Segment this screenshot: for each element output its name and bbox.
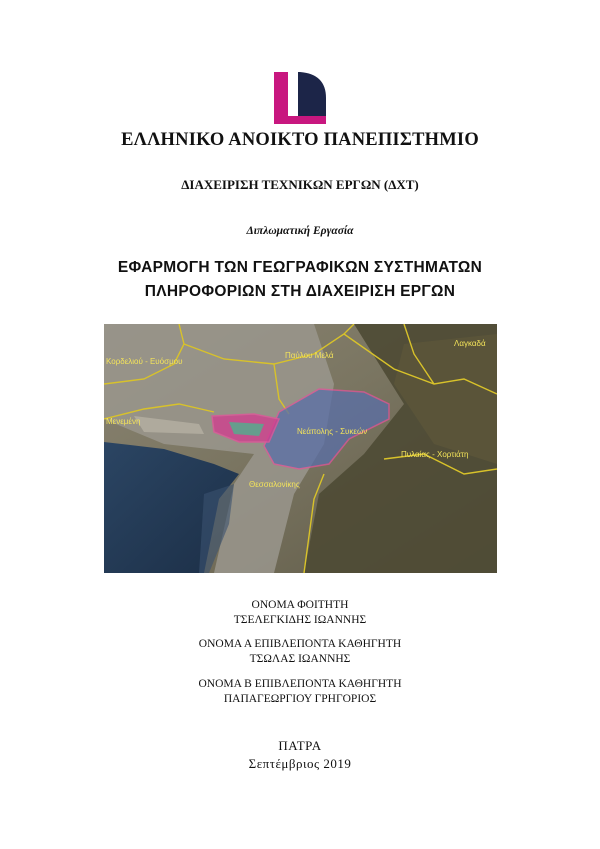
map-label-lagkadas: Λαγκαδά [454,339,486,348]
map-label-pavlos-melas: Παύλου Μελά [285,351,334,360]
thesis-type: Διπλωματική Εργασία [246,225,354,237]
supervisor-a-name: ΤΣΩΛΑΣ ΙΩΑΝΝΗΣ [249,653,351,665]
student-block [0,598,600,628]
map-label-kordelio: Κορδελιού - Ευόσμου [106,357,183,366]
supervisor-a-label: ΟΝΟΜΑ Α ΕΠΙΒΛΕΠΟΝΤΑ ΚΑΘΗΓΗΤΗ [198,638,402,650]
supervisor-b-block [0,677,600,707]
map-label-thessaloniki: Θεσσαλονίκης [249,480,300,489]
map-label-menemeni: Μενεμένη [106,417,141,426]
thesis-title-line1: ΕΦΑΡΜΟΓΗ ΤΩΝ ΓΕΩΓΡΑΦΙΚΩΝ ΣΥΣΤΗΜΑΤΩΝ [117,259,483,276]
place-date-block [0,737,600,773]
university-logo [274,72,326,124]
thesis-title-line2: ΠΛΗΡΟΦΟΡΙΩΝ ΣΤΗ ΔΙΑΧΕΙΡΙΣΗ ΕΡΓΩΝ [144,283,456,300]
university-name: ΕΛΛΗΝΙΚΟ ΑΝΟΙΚΤΟ ΠΑΝΕΠΙΣΤΗΜΙΟ [121,130,479,150]
satellite-map-image [104,324,497,573]
student-name: ΤΣΕΛΕΓΚΙΔΗΣ ΙΩΑΝΝΗΣ [233,614,367,626]
date: Σεπτέμβριος 2019 [248,756,352,771]
map-label-pylaia: Πυλαίας - Χορτιάτη [401,450,469,459]
student-label: ΟΝΟΜΑ ΦΟΙΤΗΤΗ [251,599,349,611]
department-name: ΔΙΑΧΕΙΡΙΣΗ ΤΕΧΝΙΚΩΝ ΕΡΓΩΝ (ΔΧΤ) [181,177,419,192]
city: ΠΑΤΡΑ [278,738,322,753]
supervisor-b-label: ΟΝΟΜΑ Β ΕΠΙΒΛΕΠΟΝΤΑ ΚΑΘΗΓΗΤΗ [198,678,402,690]
map-label-neapoli: Νεάπολης - Συκεών [297,427,368,436]
supervisor-a-block [0,637,600,667]
supervisor-b-name: ΠΑΠΑΓΕΩΡΓΙΟΥ ΓΡΗΓΟΡΙΟΣ [223,693,377,705]
